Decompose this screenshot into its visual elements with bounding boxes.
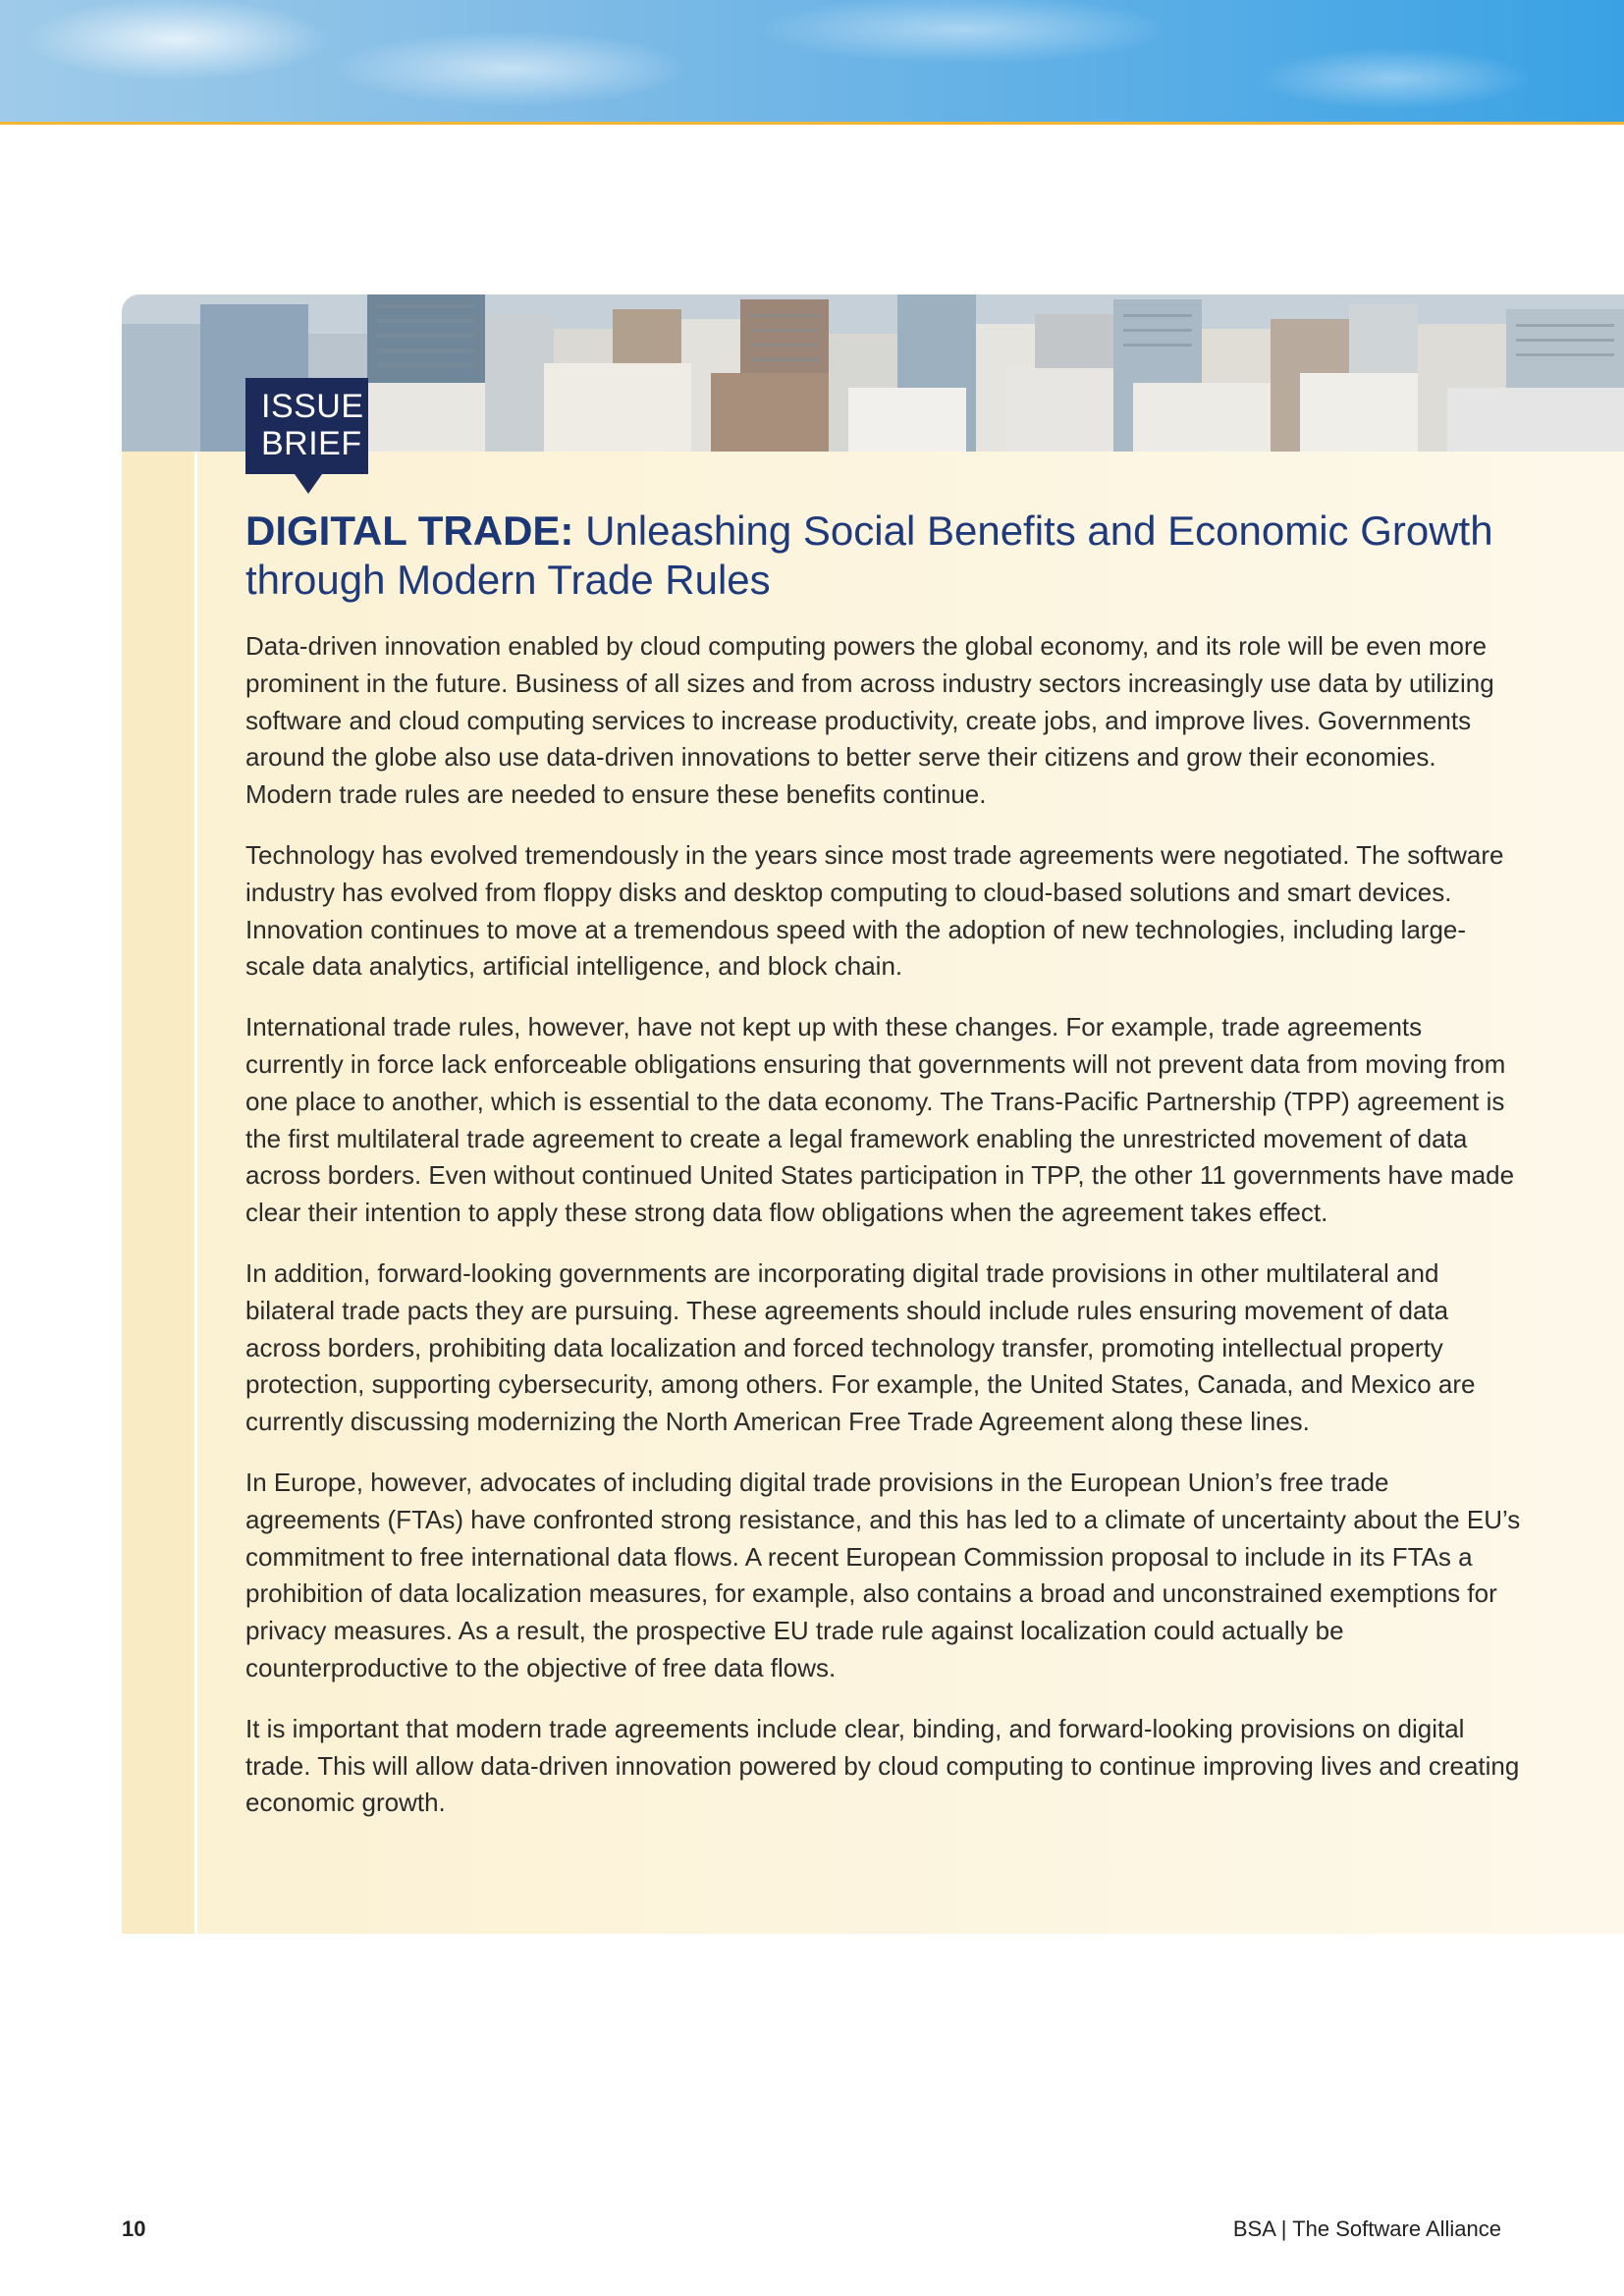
- page-title: [245, 507, 1542, 605]
- paragraph: International trade rules, however, have not kept up with these changes. For example, trade agreements currently in force lack enforceable obligations ensuring that governments will not prevent data from moving from one place to another, which is essential to the data economy. The Trans-Pacific Partnership (TPP) agreement is the first multilateral trade agreement to create a legal framework enabling the unrestricted movement of data across borders. Even without continued United States participation in TPP, the other 11 governments have made clear their intention to apply these strong data flow obligations when the agreement takes effect.: [245, 1012, 1515, 1228]
- paragraph: Data-driven innovation enabled by cloud computing powers the global economy, and its role will be even more prominent in the future. Business of all sizes and from across industry sectors increasingly use data by utilizing software and cloud computing services to increase productivity, create jobs, and improve lives. Governments around the globe also use data-driven innovations to better serve their citizens and grow their economies. Modern trade rules are needed to ensure these benefits continue.: [245, 631, 1494, 810]
- badge-line-2: BRIEF: [261, 425, 362, 462]
- badge-line-1: ISSUE: [261, 388, 364, 425]
- paragraph: In Europe, however, advocates of including digital trade provisions in the European Union’s free trade agreements (FTAs) have confronted strong resistance, and this has led to a climate of uncertainty about the EU’s commitment to free international data flows. A recent European Commission proposal to include in its FTAs a prohibition of data localization measures, for example, also contains a broad and unconstrained exemptions for privacy measures. As a result, the prospective EU trade rule against localization could actually be counterproductive to the objective of free data flows.: [245, 1467, 1521, 1682]
- badge-pointer: [295, 474, 322, 494]
- banner-divider: [0, 122, 1624, 125]
- title-lead: DIGITAL TRADE:: [245, 507, 574, 554]
- paragraph: It is important that modern trade agreements include clear, binding, and forward-looking provisions on digital trade. This will allow data-driven innovation powered by cloud computing to continue improving lives and creating economic growth.: [245, 1713, 1520, 1818]
- article-body: [245, 628, 1522, 1845]
- sky-banner-image: [0, 0, 1624, 122]
- panel-left-strip: [122, 294, 197, 1934]
- issue-brief-badge: [245, 378, 368, 474]
- paragraph: Technology has evolved tremendously in the years since most trade agreements were negotiated. The software industry has evolved from floppy disks and desktop computing to cloud-based solutions and smart devices. Innovation continues to move at a tremendous speed with the adoption of new technologies, including large-scale data analytics, artificial intelligence, and block chain.: [245, 839, 1504, 982]
- title-rest: Unleashing Social Benefits and Economic Growth through Modern Trade Rules: [245, 507, 1493, 603]
- paragraph: In addition, forward-looking governments are incorporating digital trade provisions in other multilateral and bilateral trade pacts they are pursuing. These agreements should include rules ensuring movement of data across borders, prohibiting data localization and forced technology transfer, promoting intellectual property protection, supporting cybersecurity, among others. For example, the United States, Canada, and Mexico are currently discussing modernizing the North American Free Trade Agreement along these lines.: [245, 1257, 1476, 1437]
- page-number: 10: [122, 2216, 146, 2241]
- footer-brand: BSA | The Software Alliance: [1232, 2216, 1501, 2241]
